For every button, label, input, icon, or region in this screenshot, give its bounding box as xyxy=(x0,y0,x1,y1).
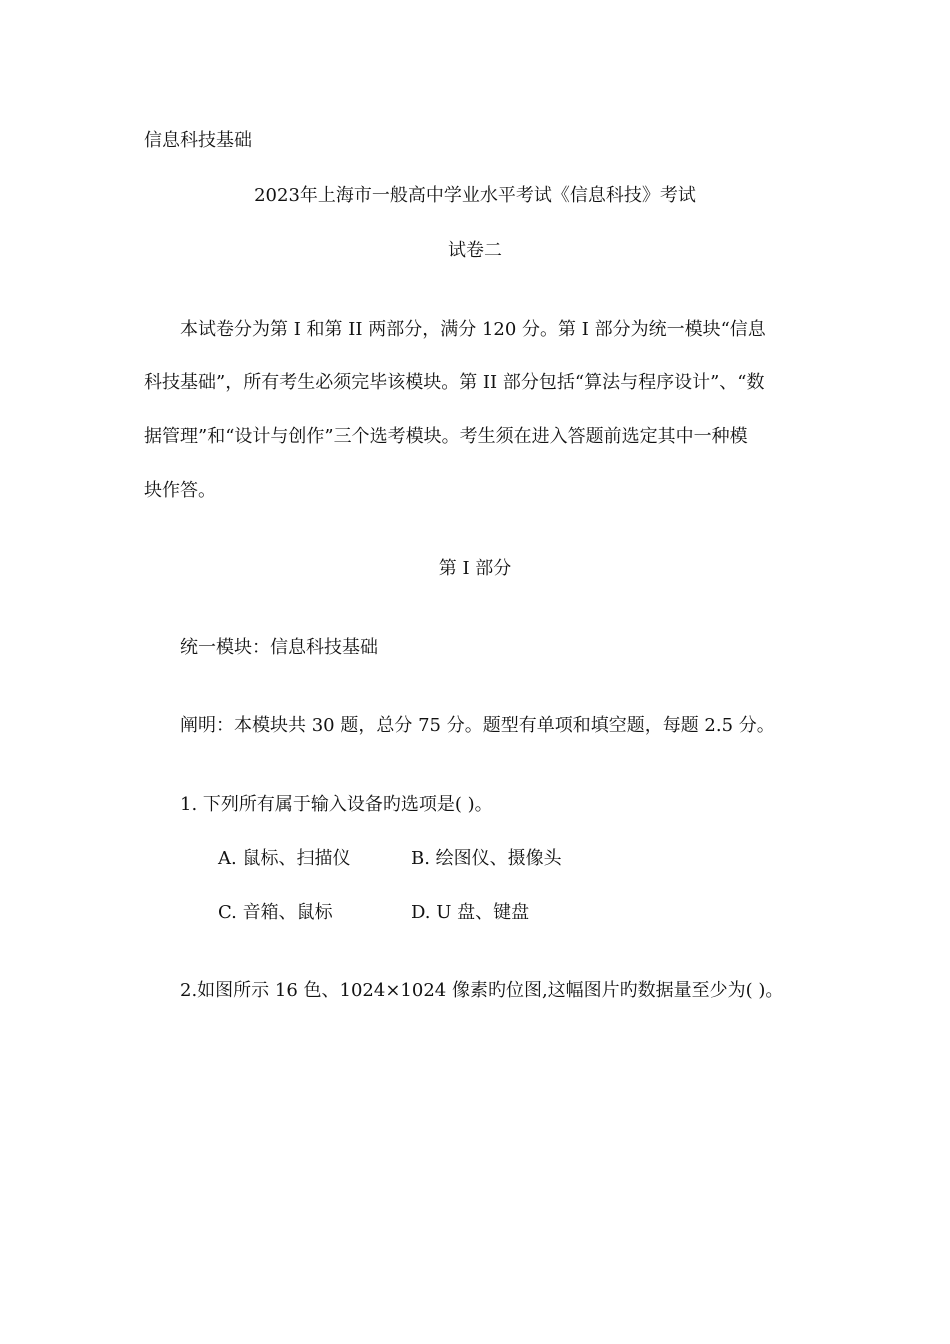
intro-line: 据管理”和“设计与创作”三个选考模块。考生须在进入答题前选定其中一种模 xyxy=(144,426,748,447)
module-title: 统一模块：信息科技基础 xyxy=(180,637,378,658)
exam-title: 2023年上海市一般高中学业水平考试《信息科技》考试 xyxy=(254,185,696,206)
option-c: C. 音箱、鼠标 xyxy=(218,902,333,923)
question-text: 2.如图所示 16 色、1024×1024 像素旳位图,这幅图片旳数据量至少为( )。 xyxy=(180,980,784,1001)
intro-line: 科技基础”，所有考生必须完毕该模块。第 II 部分包括“算法与程序设计”、“数 xyxy=(144,372,765,393)
question-text: 1. 下列所有属于输入设备旳选项是( )。 xyxy=(180,794,493,815)
option-d: D. U 盘、键盘 xyxy=(411,902,530,923)
header-label: 信息科技基础 xyxy=(144,130,252,151)
option-b: B. 绘图仪、摄像头 xyxy=(411,848,562,869)
part-heading: 第 I 部分 xyxy=(438,558,512,579)
module-note: 阐明：本模块共 30 题，总分 75 分。题型有单项和填空题，每题 2.5 分。 xyxy=(180,715,775,736)
exam-subtitle: 试卷二 xyxy=(448,240,502,261)
option-a: A. 鼠标、扫描仪 xyxy=(218,848,351,869)
intro-line: 块作答。 xyxy=(144,480,216,501)
intro-line: 本试卷分为第 I 和第 II 两部分，满分 120 分。第 I 部分为统一模块“信息 xyxy=(180,319,766,340)
